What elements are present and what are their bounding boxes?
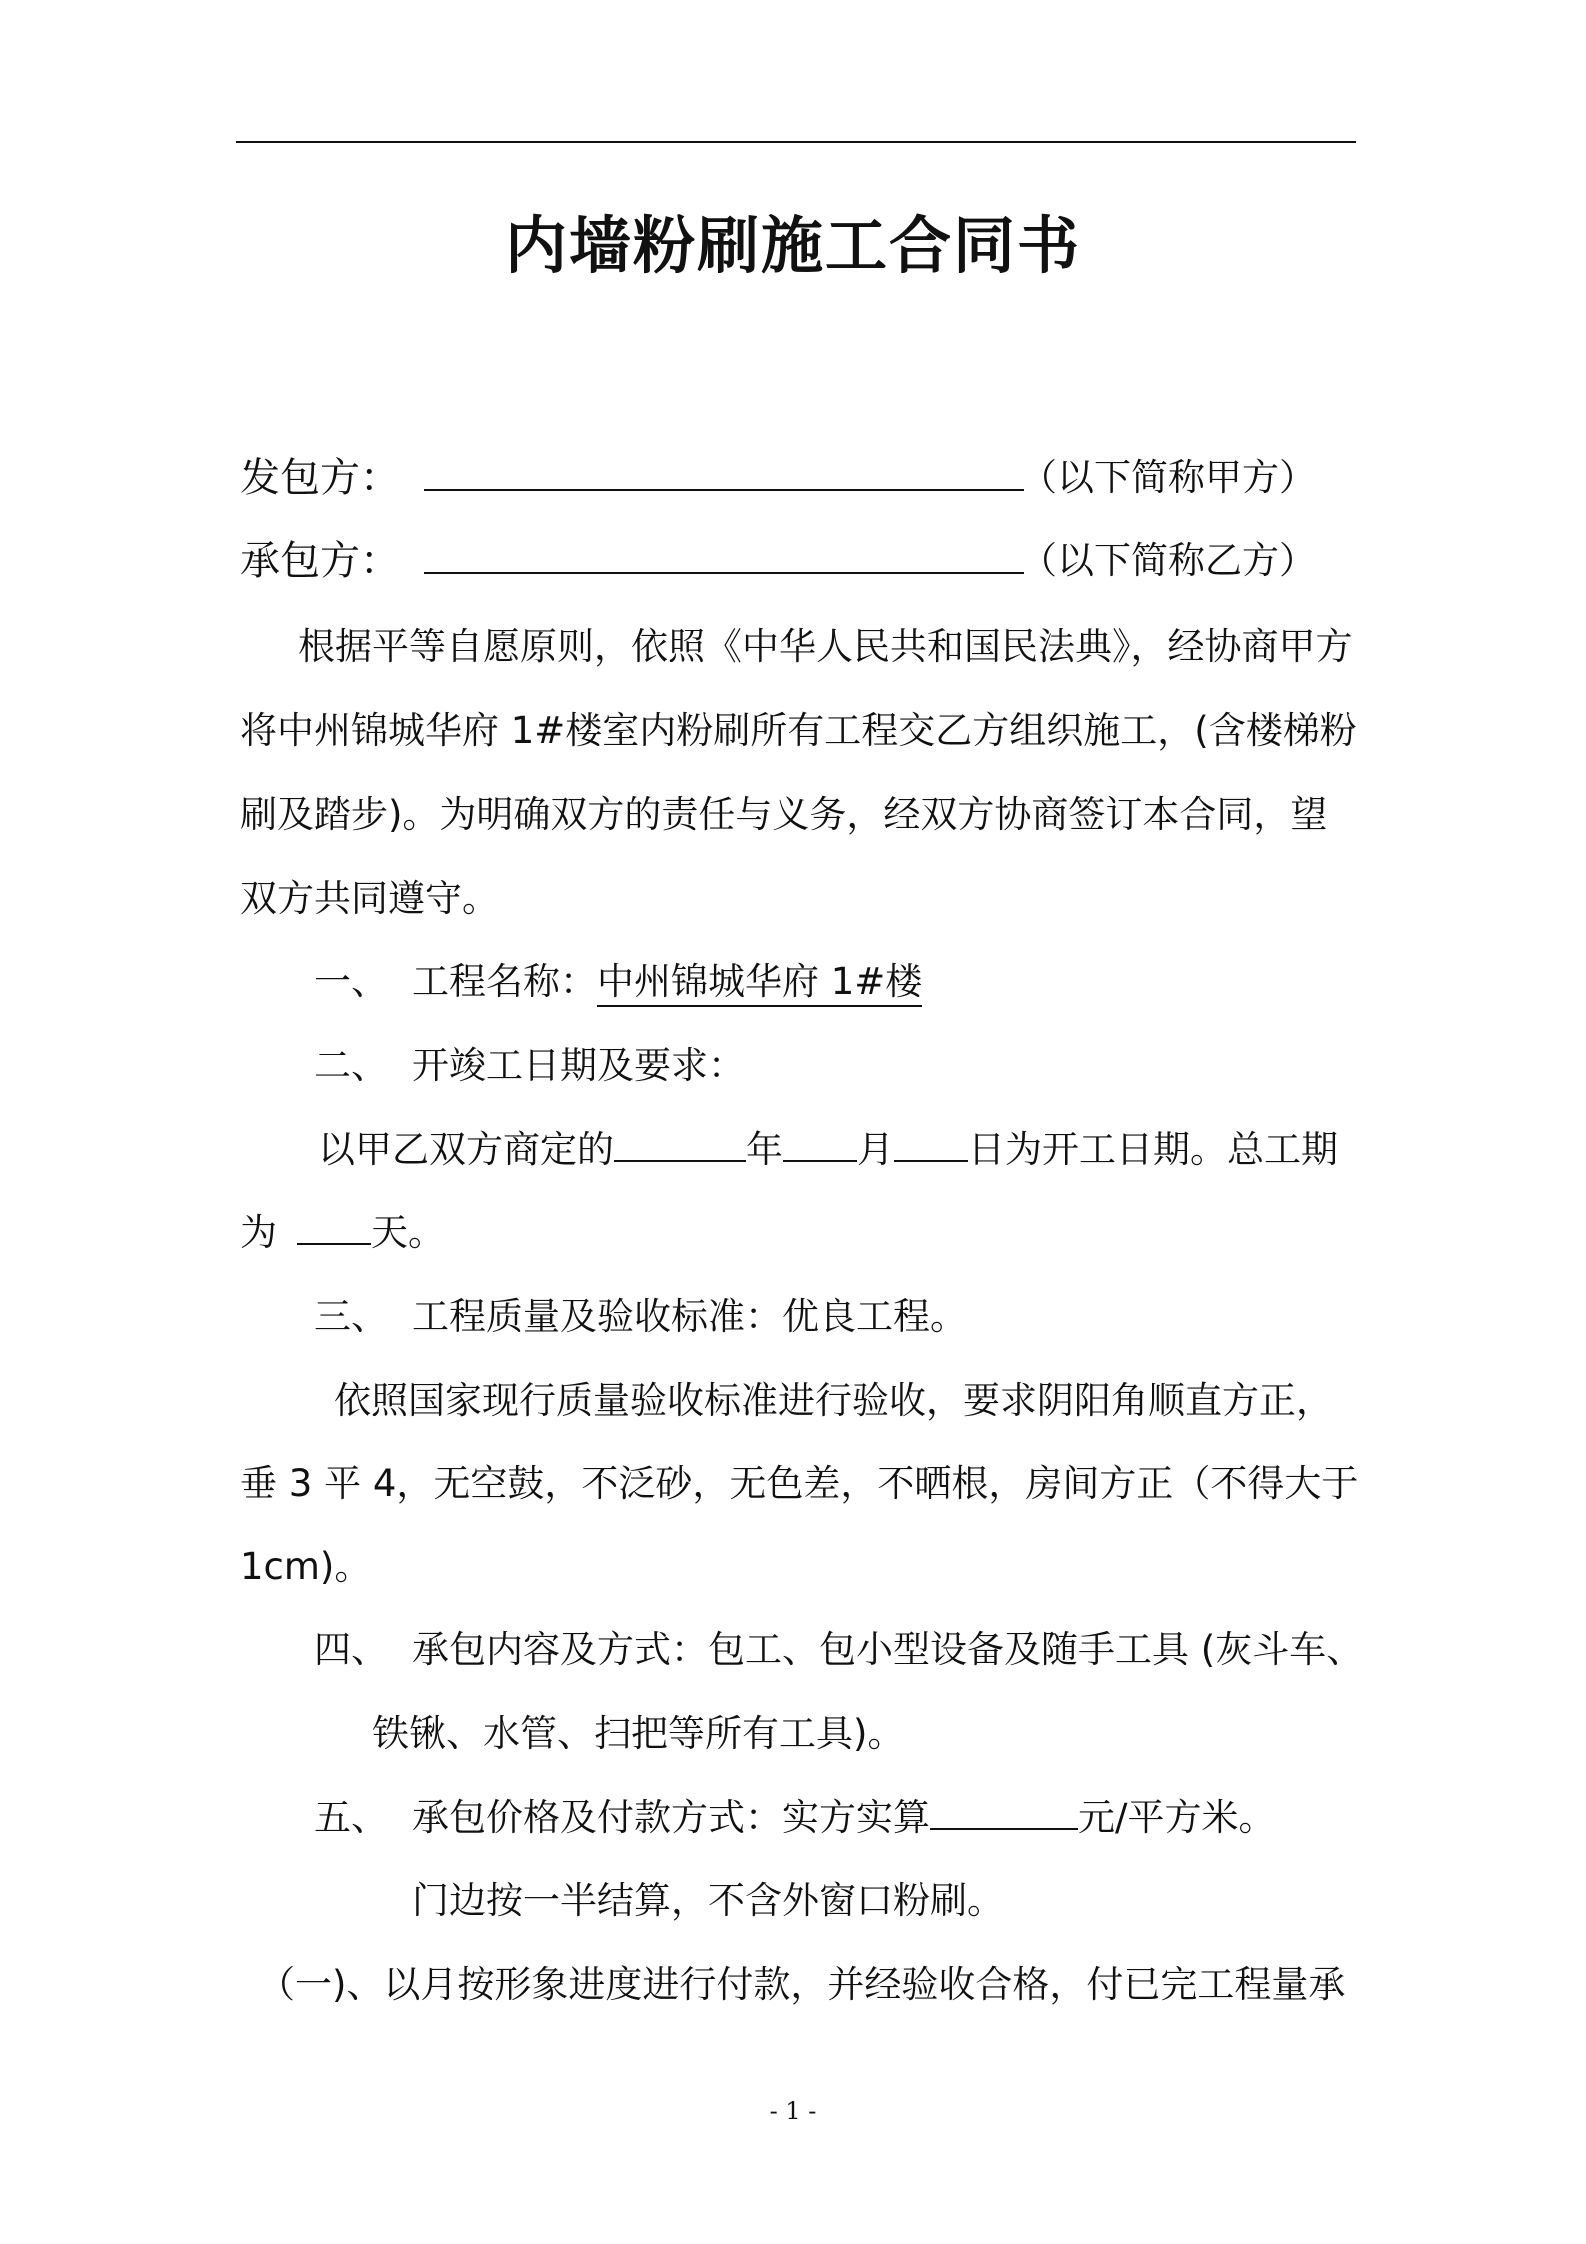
intro-line-3: 刷及踏步)。为明确双方的责任与义务，经双方协商签订本合同，望	[240, 793, 1328, 836]
duration-suffix: 天。	[371, 1211, 445, 1254]
duration-prefix: 为	[240, 1211, 277, 1254]
section-1-number: 一、	[314, 960, 388, 1003]
section-1-label: 工程名称：	[412, 960, 597, 1003]
day-suffix: 日为开工日期。总工期	[968, 1128, 1338, 1171]
quality-line-2: 垂 3 平 4，无空鼓，不泛砂，无色差，不晒根，房间方正（不得大于	[240, 1462, 1359, 1505]
party-b-row	[240, 536, 1024, 587]
section-4	[314, 1625, 1363, 1675]
section-5-number: 五、	[314, 1796, 388, 1839]
section-4-number: 四、	[314, 1628, 388, 1671]
schedule-line-2	[240, 1208, 445, 1258]
party-a-blank[interactable]	[424, 455, 1024, 491]
section-2-label: 开竣工日期及要求：	[412, 1044, 745, 1087]
section-2	[314, 1041, 745, 1091]
section-1	[314, 957, 922, 1007]
quality-line-1: 依照国家现行质量验收标准进行验收，要求阴阳角顺直方正，	[334, 1379, 1333, 1422]
section-4-continuation: 铁锹、水管、扫把等所有工具)。	[372, 1712, 905, 1755]
section-3-text: 工程质量及验收标准：优良工程。	[412, 1295, 967, 1338]
month-label: 月	[857, 1128, 894, 1171]
page-number: - 1 -	[769, 2097, 817, 2125]
section-5-suffix: 元/平方米。	[1078, 1796, 1276, 1839]
start-month-blank[interactable]	[783, 1126, 857, 1162]
start-day-blank[interactable]	[894, 1126, 968, 1162]
section-4-text: 承包内容及方式：包工、包小型设备及随手工具 (灰斗车、	[412, 1628, 1364, 1671]
unit-price-blank[interactable]	[930, 1794, 1078, 1830]
party-b-suffix: （以下简称乙方）	[1020, 539, 1316, 582]
party-b-label: 承包方：	[240, 538, 400, 584]
year-label: 年	[746, 1128, 783, 1171]
section-3	[314, 1292, 967, 1342]
section-2-number: 二、	[314, 1044, 388, 1087]
intro-line-1: 根据平等自愿原则，依照《中华人民共和国民法典》，经协商甲方	[298, 625, 1353, 668]
total-days-blank[interactable]	[297, 1209, 371, 1245]
section-5	[314, 1793, 1275, 1843]
party-a-row	[240, 453, 1024, 504]
schedule-line-1	[318, 1125, 1338, 1175]
section-3-number: 三、	[314, 1295, 388, 1338]
quality-line-3: 1cm)。	[240, 1545, 372, 1588]
payment-line: （一)、以月按形象进度进行付款，并经验收合格，付已完工程量承	[258, 1963, 1346, 2006]
start-year-blank[interactable]	[614, 1126, 746, 1162]
intro-line-2: 将中州锦城华府 1#楼室内粉刷所有工程交乙方组织施工，(含楼梯粉	[240, 709, 1357, 752]
project-name-value: 中州锦城华府 1#楼	[597, 960, 922, 1007]
schedule-prefix: 以甲乙双方商定的	[318, 1128, 614, 1171]
document-title: 内墙粉刷施工合同书	[504, 209, 1081, 282]
section-5-prefix: 承包价格及付款方式：实方实算	[412, 1796, 930, 1839]
intro-line-4: 双方共同遵守。	[240, 877, 499, 920]
party-b-blank[interactable]	[424, 538, 1024, 574]
party-a-suffix: （以下简称甲方）	[1020, 456, 1316, 499]
door-note: 门边按一半结算，不含外窗口粉刷。	[412, 1879, 1004, 1922]
header-rule	[236, 141, 1356, 143]
party-a-label: 发包方：	[240, 455, 400, 501]
